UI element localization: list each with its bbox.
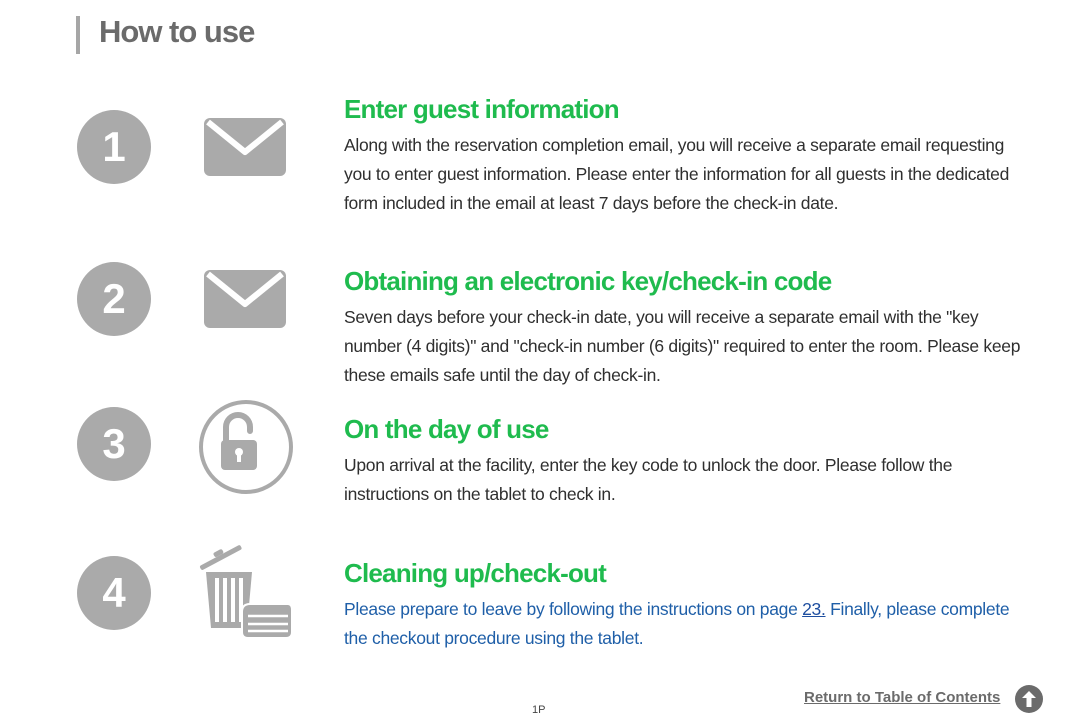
envelope-icon — [196, 250, 296, 350]
step-1-heading: Enter guest information — [344, 94, 619, 124]
step-1-body: Along with the reservation completion email, you will receive a separate email requesting you to enter guest information. Please enter the information for all guests in the dedicated form included in the email at least 7 days before the check-in date. — [344, 135, 1010, 213]
step-4-body — [344, 595, 1024, 653]
title-accent-bar — [76, 16, 80, 54]
step-2-number: 2 — [77, 262, 151, 336]
page-title: How to use — [99, 14, 255, 49]
step-4-heading: Cleaning up/check-out — [344, 558, 607, 588]
step-3-number: 3 — [77, 407, 151, 481]
page-number: 1P — [532, 704, 546, 716]
step-4-body-text-after: Finally, please complete the checkout procedure using the tablet. — [344, 599, 1010, 648]
unlocked-padlock-icon — [196, 397, 296, 497]
step-1-number: 1 — [77, 110, 151, 184]
step-3-heading: On the day of use — [344, 414, 549, 444]
step-3-body: Upon arrival at the facility, enter the key code to unlock the door. Please follow the instructions on the tablet to check in. — [344, 455, 953, 504]
step-2-heading: Obtaining an electronic key/check-in code — [344, 266, 832, 296]
step-4-number: 4 — [77, 556, 151, 630]
step-2-body: Seven days before your check-in date, you will receive a separate email with the "key number (4 digits)" and "check-in number (6 digits)" required to enter the room. Please keep these emails safe until the day of check-in. — [344, 307, 1021, 385]
up-arrow-circle-icon[interactable] — [1015, 685, 1043, 713]
page-23-link[interactable]: 23. — [802, 599, 826, 619]
trash-can-towel-icon — [196, 540, 296, 640]
step-4-body-text-before: Please prepare to leave by following the instructions on page — [344, 599, 803, 619]
envelope-icon — [196, 98, 296, 198]
return-to-toc-link[interactable]: Return to Table of Contents — [804, 689, 1001, 706]
